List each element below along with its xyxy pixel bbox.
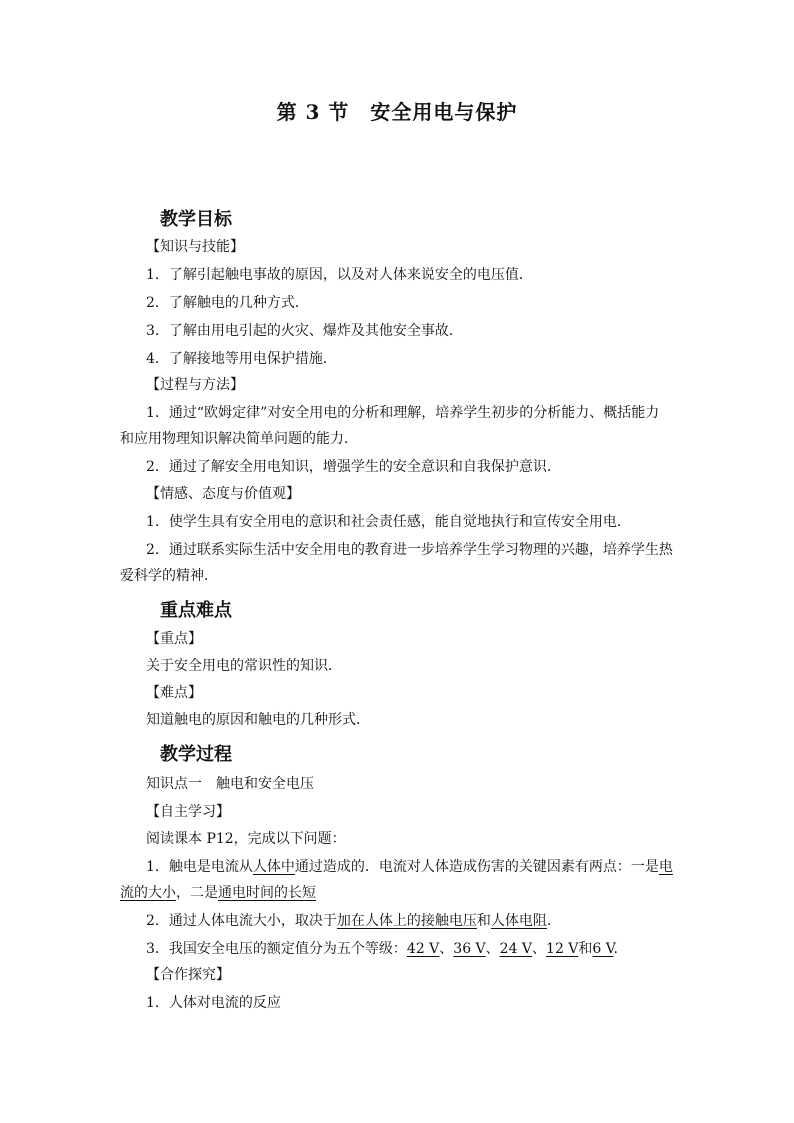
question-3: [146, 940, 618, 958]
knowledge-item-1: 1．了解引起触电事故的原因，以及对人体来说安全的电压值．: [146, 267, 533, 283]
knowledge-item-3: 3．了解由用电引起的火灾、爆炸及其他安全事故．: [146, 323, 463, 339]
topic-line: 知识点一 触电和安全电压: [146, 776, 314, 792]
coop-item-1: 1．人体对电流的反应: [146, 995, 281, 1011]
q3-end: .: [613, 941, 618, 957]
q3-sep-2: 、: [485, 941, 500, 957]
emotion-item-2-line-2: 爱科学的精神．: [120, 568, 218, 584]
section-heading-key-points: 重点难点: [160, 600, 232, 621]
q3-answer-12v: 12 V: [546, 941, 579, 957]
q3-sep-3: 、: [532, 941, 547, 957]
process-item-1-line-1: 1．通过“欧姆定律”对安全用电的分析和理解，培养学生初步的分析能力、概括能力: [146, 405, 660, 421]
q3-sep-1: 、: [439, 941, 454, 957]
q3-and: 和: [578, 941, 593, 957]
difficulty-text: 知道触电的原因和触电的几种形式．: [146, 712, 370, 728]
q3-answer-36v: 36 V: [453, 941, 486, 957]
knowledge-item-2: 2．了解触电的几种方式．: [146, 295, 309, 311]
self-study-label: 【自主学习】: [146, 804, 230, 820]
q3-text-a: 3．我国安全电压的额定值分为五个等级：: [146, 941, 407, 957]
coop-label: 【合作探究】: [146, 967, 230, 983]
q2-answer-voltage: 加在人体上的接触电压: [336, 913, 477, 929]
emotion-item-2-line-1: 2．通过联系实际生活中安全用电的教育进一步培养学生学习物理的兴趣，培养学生热: [146, 542, 673, 558]
q1-answer-current-part2: 流的大小: [120, 885, 176, 901]
knowledge-label: 【知识与技能】: [146, 239, 244, 255]
page-title: 第 3 节 安全用电与保护: [276, 100, 518, 124]
focus-text: 关于安全用电的常识性的知识．: [146, 658, 342, 674]
knowledge-item-4: 4．了解接地等用电保护措施．: [146, 351, 337, 367]
q1-text-c: 通过造成的．电流对人体造成伤害的关键因素有两点：一是: [294, 859, 659, 875]
q1-text-a: 1．触电是电流从: [146, 859, 253, 875]
emotion-item-1: 1．使学生具有安全用电的意识和社会责任感，能自觉地执行和宣传安全用电．: [146, 514, 631, 530]
q1-answer-body: 人体中: [252, 859, 295, 875]
q2-text-c: 和: [476, 913, 491, 929]
q1-text-d: ，二是: [176, 885, 218, 901]
q2-text-d: .: [546, 913, 552, 929]
emotion-label: 【情感、态度与价值观】: [146, 486, 300, 502]
process-item-1-line-2: 和应用物理知识解决简单问题的能力．: [120, 431, 358, 447]
difficulty-label: 【难点】: [146, 685, 202, 701]
question-1-line-2: [120, 884, 316, 902]
focus-label: 【重点】: [146, 631, 202, 647]
q1-answer-duration: 通电时间的长短: [218, 885, 316, 901]
q3-answer-6v: 6 V: [592, 941, 614, 957]
read-instruction: 阅读课本 P12，完成以下问题：: [146, 831, 346, 847]
question-2: [146, 912, 551, 930]
q3-answer-24v: 24 V: [499, 941, 533, 957]
q2-text-a: 2．通过人体电流大小，取决于: [146, 913, 337, 929]
q3-answer-42v: 42 V: [406, 941, 440, 957]
question-1-line-1: [146, 858, 673, 876]
process-item-2: 2．通过了解安全用电知识，增强学生的安全意识和自我保护意识．: [146, 459, 561, 475]
section-heading-process: 教学过程: [160, 744, 232, 765]
q2-answer-resistance: 人体电阻: [490, 913, 547, 929]
q1-answer-current-part1: 电: [658, 859, 673, 875]
section-heading-objectives: 教学目标: [160, 209, 232, 230]
process-method-label: 【过程与方法】: [146, 377, 244, 393]
